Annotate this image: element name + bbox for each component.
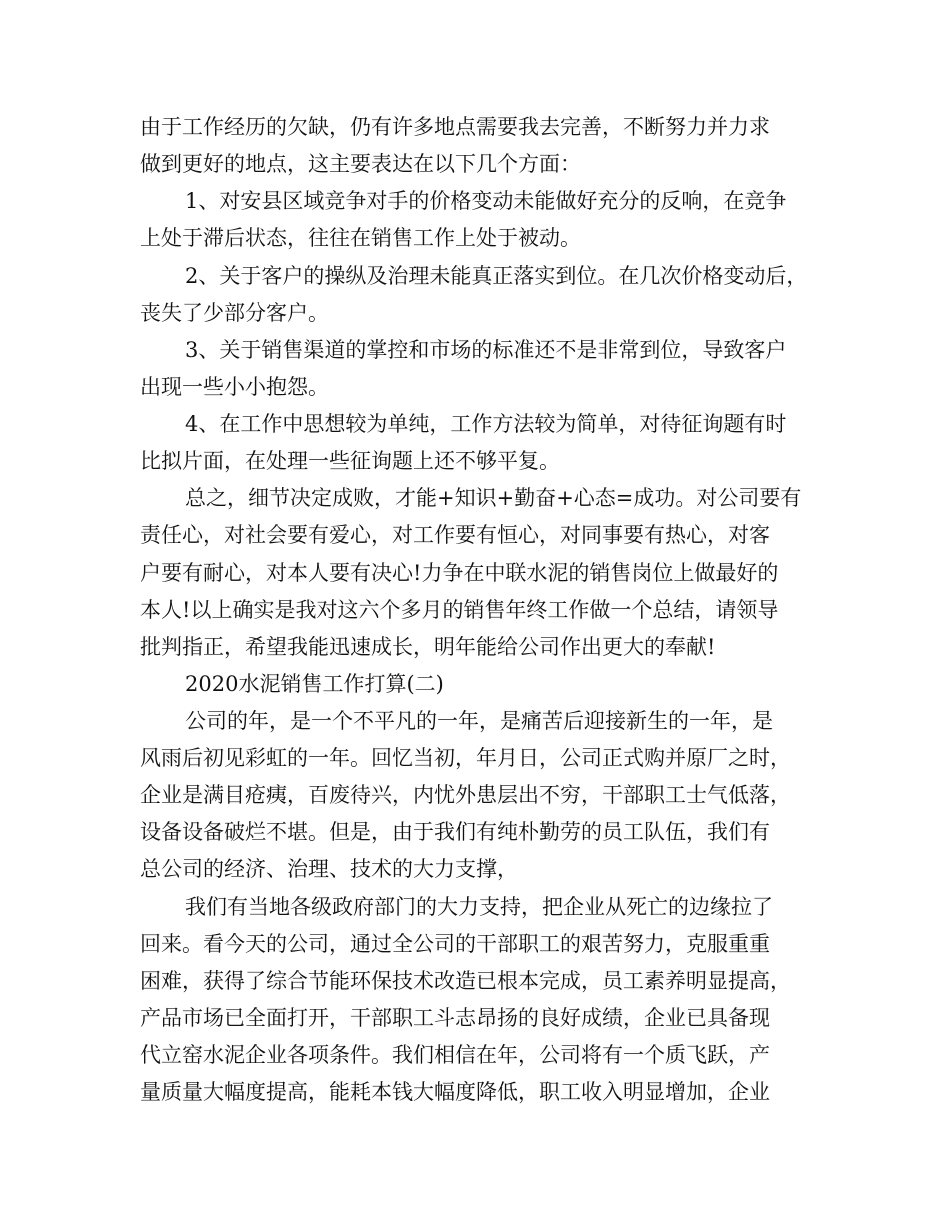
text-line: 总之，细节决定成败，才能+知识+勤奋+心态=成功。对公司要有 bbox=[185, 486, 802, 510]
text-line: 总公司的经济、治理、技术的大力支撑， bbox=[140, 857, 518, 881]
text-line: 由于工作经历的欠缺，仍有许多地点需要我去完善，不断努力并力求 bbox=[140, 115, 770, 139]
text-line: 企业是满目疮痍，百废待兴，内忧外患层出不穷，干部职工士气低落， bbox=[140, 783, 791, 807]
text-line: 比拟片面，在处理一些征询题上还不够平复。 bbox=[140, 449, 560, 473]
text-line: 上处于滞后状态，往往在销售工作上处于被动。 bbox=[140, 226, 581, 250]
text-line: 困难，获得了综合节能环保技术改造已根本完成，员工素养明显提高， bbox=[140, 969, 791, 993]
text-line: 4、在工作中思想较为单纯，工作方法较为简单，对待征询题有时 bbox=[185, 412, 787, 436]
section-heading: 2020水泥销售工作打算(二) bbox=[185, 672, 444, 696]
text-line: 量质量大幅度提高，能耗本钱大幅度降低，职工收入明显增加，企业 bbox=[140, 1080, 770, 1104]
text-line: 风雨后初见彩虹的一年。回忆当初，年月日，公司正式购并原厂之时， bbox=[140, 746, 791, 770]
text-line: 3、关于销售渠道的掌控和市场的标准还不是非常到位，导致客户 bbox=[185, 338, 787, 362]
text-line: 我们有当地各级政府部门的大力支持，把企业从死亡的边缘拉了 bbox=[185, 895, 773, 919]
text-line: 1、对安县区域竞争对手的价格变动未能做好充分的反响，在竞争 bbox=[185, 189, 787, 213]
text-line: 本人!以上确实是我对这六个多月的销售年终工作做一个总结，请领导 bbox=[140, 598, 779, 622]
text-line: 户要有耐心，对本人要有决心!力争在中联水泥的销售岗位上做最好的 bbox=[140, 561, 779, 585]
text-line: 2、关于客户的操纵及治理未能真正落实到位。在几次价格变动后， bbox=[185, 264, 808, 288]
text-line: 出现一些小小抱怨。 bbox=[140, 375, 329, 399]
text-line: 公司的年，是一个不平凡的一年，是痛苦后迎接新生的一年，是 bbox=[185, 709, 773, 733]
text-line: 批判指正，希望我能迅速成长，明年能给公司作出更大的奉献! bbox=[140, 635, 716, 659]
text-line: 做到更好的地点，这主要表达在以下几个方面： bbox=[140, 152, 581, 176]
text-line: 责任心，对社会要有爱心，对工作要有恒心，对同事要有热心，对客 bbox=[140, 523, 770, 547]
text-line: 产品市场已全面打开，干部职工斗志昂扬的良好成绩，企业已具备现 bbox=[140, 1006, 770, 1030]
text-line: 丧失了少部分客户。 bbox=[140, 301, 329, 325]
text-line: 设备设备破烂不堪。但是，由于我们有纯朴勤劳的员工队伍，我们有 bbox=[140, 820, 770, 844]
text-line: 回来。看今天的公司，通过全公司的干部职工的艰苦努力，克服重重 bbox=[140, 932, 770, 956]
text-line: 代立窑水泥企业各项条件。我们相信在年，公司将有一个质飞跃，产 bbox=[140, 1043, 770, 1067]
